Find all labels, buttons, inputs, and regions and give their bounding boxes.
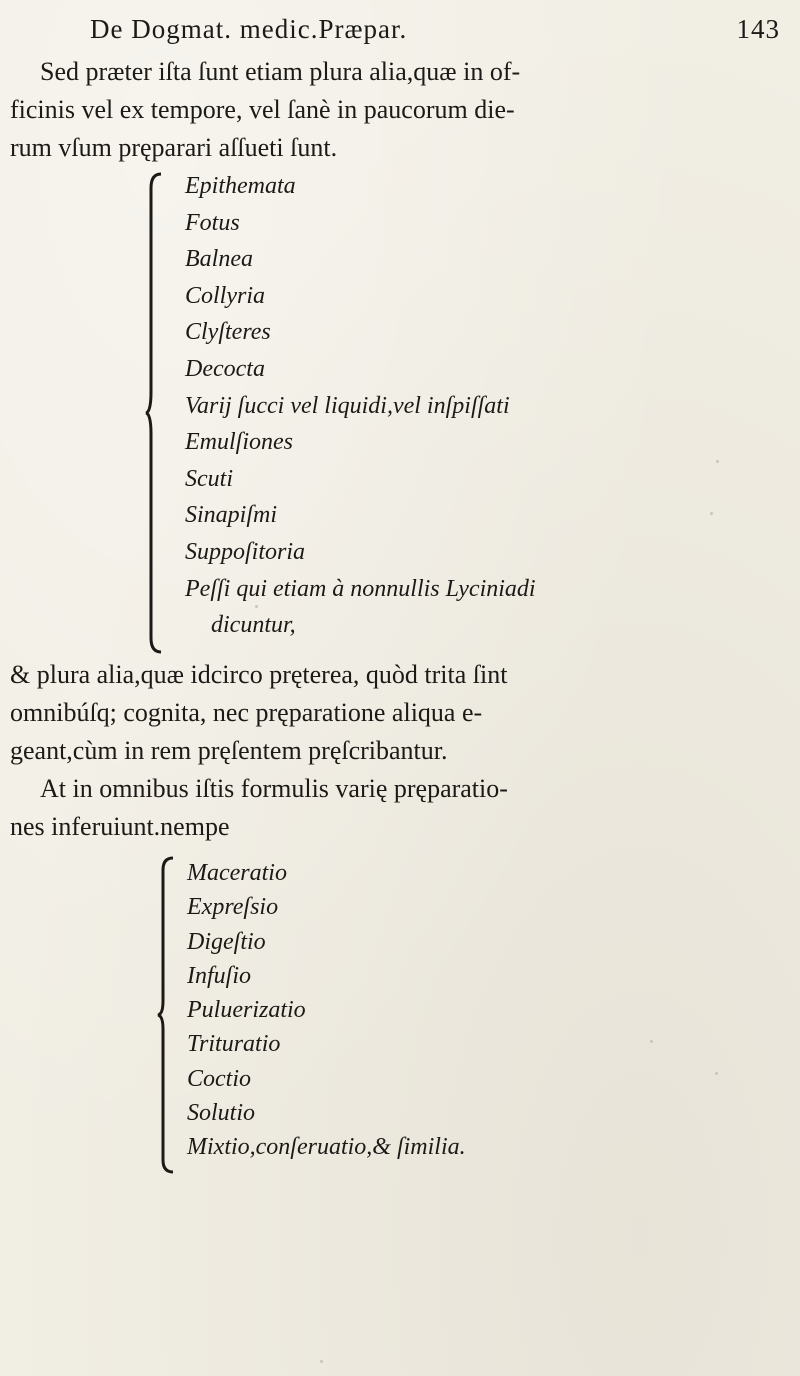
list-item: Epithemata	[185, 173, 296, 199]
text-line: & plura alia,quæ idcirco pręterea, quòd trita ſint	[10, 660, 508, 689]
preparation-methods-list	[187, 856, 466, 1165]
list-item: Trituratio	[187, 1031, 281, 1058]
list-item: Suppoſitoria	[185, 538, 306, 565]
list-item: Puluerizatio	[187, 997, 306, 1024]
list-item: Maceratio	[187, 860, 287, 886]
list-item: Digeſtio	[187, 928, 266, 955]
middle-paragraph	[10, 656, 508, 846]
paper-speck	[715, 1072, 718, 1075]
list-item: Fotus	[185, 209, 240, 236]
text-line: omnibúſq; cognita, nec pręparatione aliqua e-	[10, 698, 483, 727]
list-item: Peſſi qui etiam à nonnullis Lyciniadi	[185, 575, 536, 602]
list-item: Infuſio	[187, 962, 251, 989]
list-item: Expreſsio	[187, 894, 279, 921]
running-head-title: De Dogmat. medic.Præpar.	[90, 14, 408, 44]
text-line: nes inferuiunt.nempe	[10, 812, 230, 841]
list-item: Balnea	[185, 246, 253, 273]
page-number: 143	[736, 14, 780, 44]
list-item: Sinapiſmi	[185, 502, 278, 529]
text-line: rum vſum pręparari aſſueti ſunt.	[10, 133, 338, 162]
list-item: Emulſiones	[185, 429, 293, 456]
text-line: ficinis vel ex tempore, vel ſanè in paucorum die-	[10, 95, 515, 124]
text-line: At in omnibus iſtis formulis varię pręparatio-	[40, 774, 508, 803]
list-item: Mixtio,conſeruatio,& ſimilia.	[187, 1134, 466, 1161]
list-item: Solutio	[187, 1100, 256, 1127]
text-line: geant,cùm in rem pręſentem pręſcribantur.	[10, 736, 448, 765]
intro-paragraph	[10, 53, 520, 167]
list-item: Decocta	[185, 355, 265, 382]
paper-speck	[255, 605, 258, 608]
list-item: Clyſteres	[185, 319, 271, 346]
paper-speck	[320, 1360, 323, 1363]
curly-brace-icon	[145, 172, 165, 654]
list-item: Scuti	[185, 465, 233, 492]
paper-speck	[716, 460, 719, 463]
paper-speck	[650, 1040, 653, 1043]
text-line: Sed præter iſta ſunt etiam plura alia,quæ in of-	[40, 57, 521, 86]
list-item: Coctio	[187, 1065, 251, 1092]
list-item: dicuntur,	[211, 612, 296, 639]
paper-speck	[710, 512, 713, 515]
list-item: Varij ſucci vel liquidi,vel inſpiſſati	[185, 392, 510, 419]
list-item: Collyria	[185, 282, 266, 309]
curly-brace-icon	[157, 856, 177, 1174]
preparations-list	[185, 168, 536, 644]
